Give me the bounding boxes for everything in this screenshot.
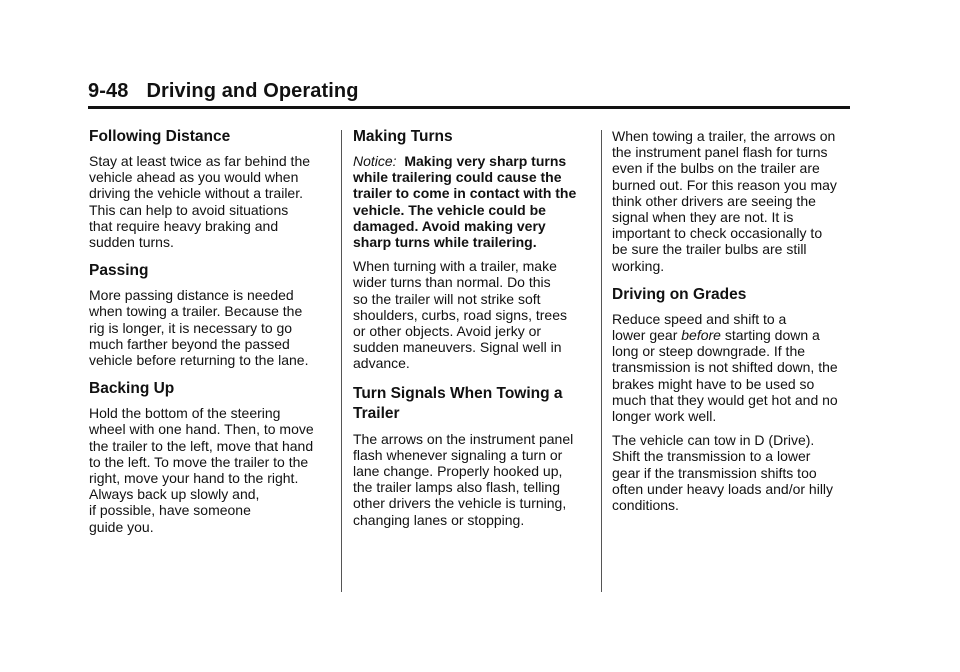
text-line: This can help to avoid situations [89,201,289,218]
text-line: the instrument panel flash for turns [612,144,828,161]
text-line: that require heavy braking and [89,217,279,234]
text-line: vehicle ahead as you would when [89,169,299,186]
text-line: burned out. For this reason you may [612,176,837,193]
text-line: longer work well. [612,408,717,425]
text-line: When towing a trailer, the arrows on [612,128,836,144]
text-line: important to check occasionally to [612,225,823,242]
paragraph-backing-up [89,405,331,535]
heading-line: Trailer [353,404,400,422]
heading-following-distance: Following Distance [89,128,231,145]
notice-text-line: vehicle. The vehicle could be [353,201,546,218]
text-line: More passing distance is needed [89,287,294,304]
text-line: signal when they are not. It is [612,209,794,226]
text-line: rig is longer, it is necessary to go [89,319,293,336]
text-line: to the left. To move the trailer to the [89,453,309,470]
text-line: sudden maneuvers. Signal well in [353,339,562,356]
section-title: Driving and Operating [146,80,359,102]
text-line: advance. [353,355,410,372]
paragraph-following-distance [89,153,331,250]
notice-text-line: damaged. Avoid making very [353,217,546,234]
text-line: guide you. [89,518,154,535]
text-line: When turning with a trailer, make [353,258,557,275]
heading-passing: Passing [89,262,149,280]
text-fragment: starting down a [720,327,820,344]
notice-text-line: sharp turns while trailering. [353,234,537,251]
text-line: be sure the trailer bulbs are still [612,241,807,258]
text-line: so the trailer will not strike soft [353,290,541,307]
text-line: Hold the bottom of the steering [89,405,281,422]
paragraph-making-turns [353,258,595,371]
text-line: even if the bulbs on the trailer are [612,160,820,177]
text-line: or other objects. Avoid jerky or [353,323,542,340]
paragraph-driving-on-grades [612,311,854,424]
text-line: other drivers the vehicle is turning, [353,495,567,512]
text-line: often under heavy loads and/or hilly [612,480,834,497]
text-line: transmission is not shifted down, the [612,359,838,376]
text-line: much farther beyond the passed [89,335,290,352]
text-line: if possible, have someone [89,502,251,519]
text-line: Always back up slowly and, [89,486,260,503]
text-line-emphasis [612,327,854,343]
heading-making-turns: Making Turns [353,128,453,145]
notice-first-line [353,153,595,169]
text-line: much that they would get hot and no [612,391,838,408]
text-fragment: lower gear [612,327,682,344]
text-line: Stay at least twice as far behind the [89,153,311,169]
text-line: The vehicle can tow in D (Drive). [612,432,815,449]
text-line: the trailer to the left, move that hand [89,437,314,454]
column-right [612,128,854,521]
page-number: 9-48 [88,80,129,102]
paragraph-turn-signals [353,431,595,528]
notice-text-line: while trailering could cause the [353,169,562,186]
heading-backing-up: Backing Up [89,380,175,398]
text-line: wider turns than normal. Do this [353,274,551,291]
text-line: sudden turns. [89,234,174,251]
column-divider-left [341,130,342,592]
text-line: long or steep downgrade. If the [612,343,806,360]
text-line: The arrows on the instrument panel [353,430,574,447]
text-line: changing lanes or stopping. [353,511,525,528]
page-header [88,80,850,109]
text-line: right, move your hand to the right. [89,470,299,487]
text-line: when towing a trailer. Because the [89,303,303,320]
heading-line: Turn Signals When Towing a [353,384,563,402]
column-divider-right [601,130,602,592]
text-line: wheel with one hand. Then, to move [89,421,314,438]
text-line: vehicle before returning to the lane. [89,352,309,369]
heading-turn-signals [353,384,595,424]
column-left [89,128,331,543]
text-line: flash whenever signaling a turn or [353,446,563,463]
text-line: think other drivers are seeing the [612,192,816,209]
text-line: shoulders, curbs, road signs, trees [353,306,567,323]
emphasis-before: before [681,327,721,344]
notice-label: Notice: [353,153,397,169]
text-line: gear if the transmission shifts too [612,464,817,481]
text-line: lane change. Properly hooked up, [353,463,563,480]
text-line: driving the vehicle without a trailer. [89,185,303,202]
heading-driving-on-grades: Driving on Grades [612,285,747,303]
notice-block [353,153,595,250]
text-line: Shift the transmission to a lower [612,448,811,465]
text-line: brakes might have to be used so [612,375,815,392]
notice-text-line: Making very sharp turns [404,153,567,169]
text-line: conditions. [612,497,679,514]
paragraph-tow-in-drive [612,432,854,513]
text-line: the trailer lamps also flash, telling [353,479,560,496]
paragraph-passing [89,287,331,368]
column-middle [353,128,595,536]
text-line: working. [612,257,665,274]
paragraph-trailer-arrows [612,128,854,274]
notice-text-line: trailer to come in contact with the [353,185,577,202]
text-line: Reduce speed and shift to a [612,310,787,327]
header-title [88,80,850,103]
